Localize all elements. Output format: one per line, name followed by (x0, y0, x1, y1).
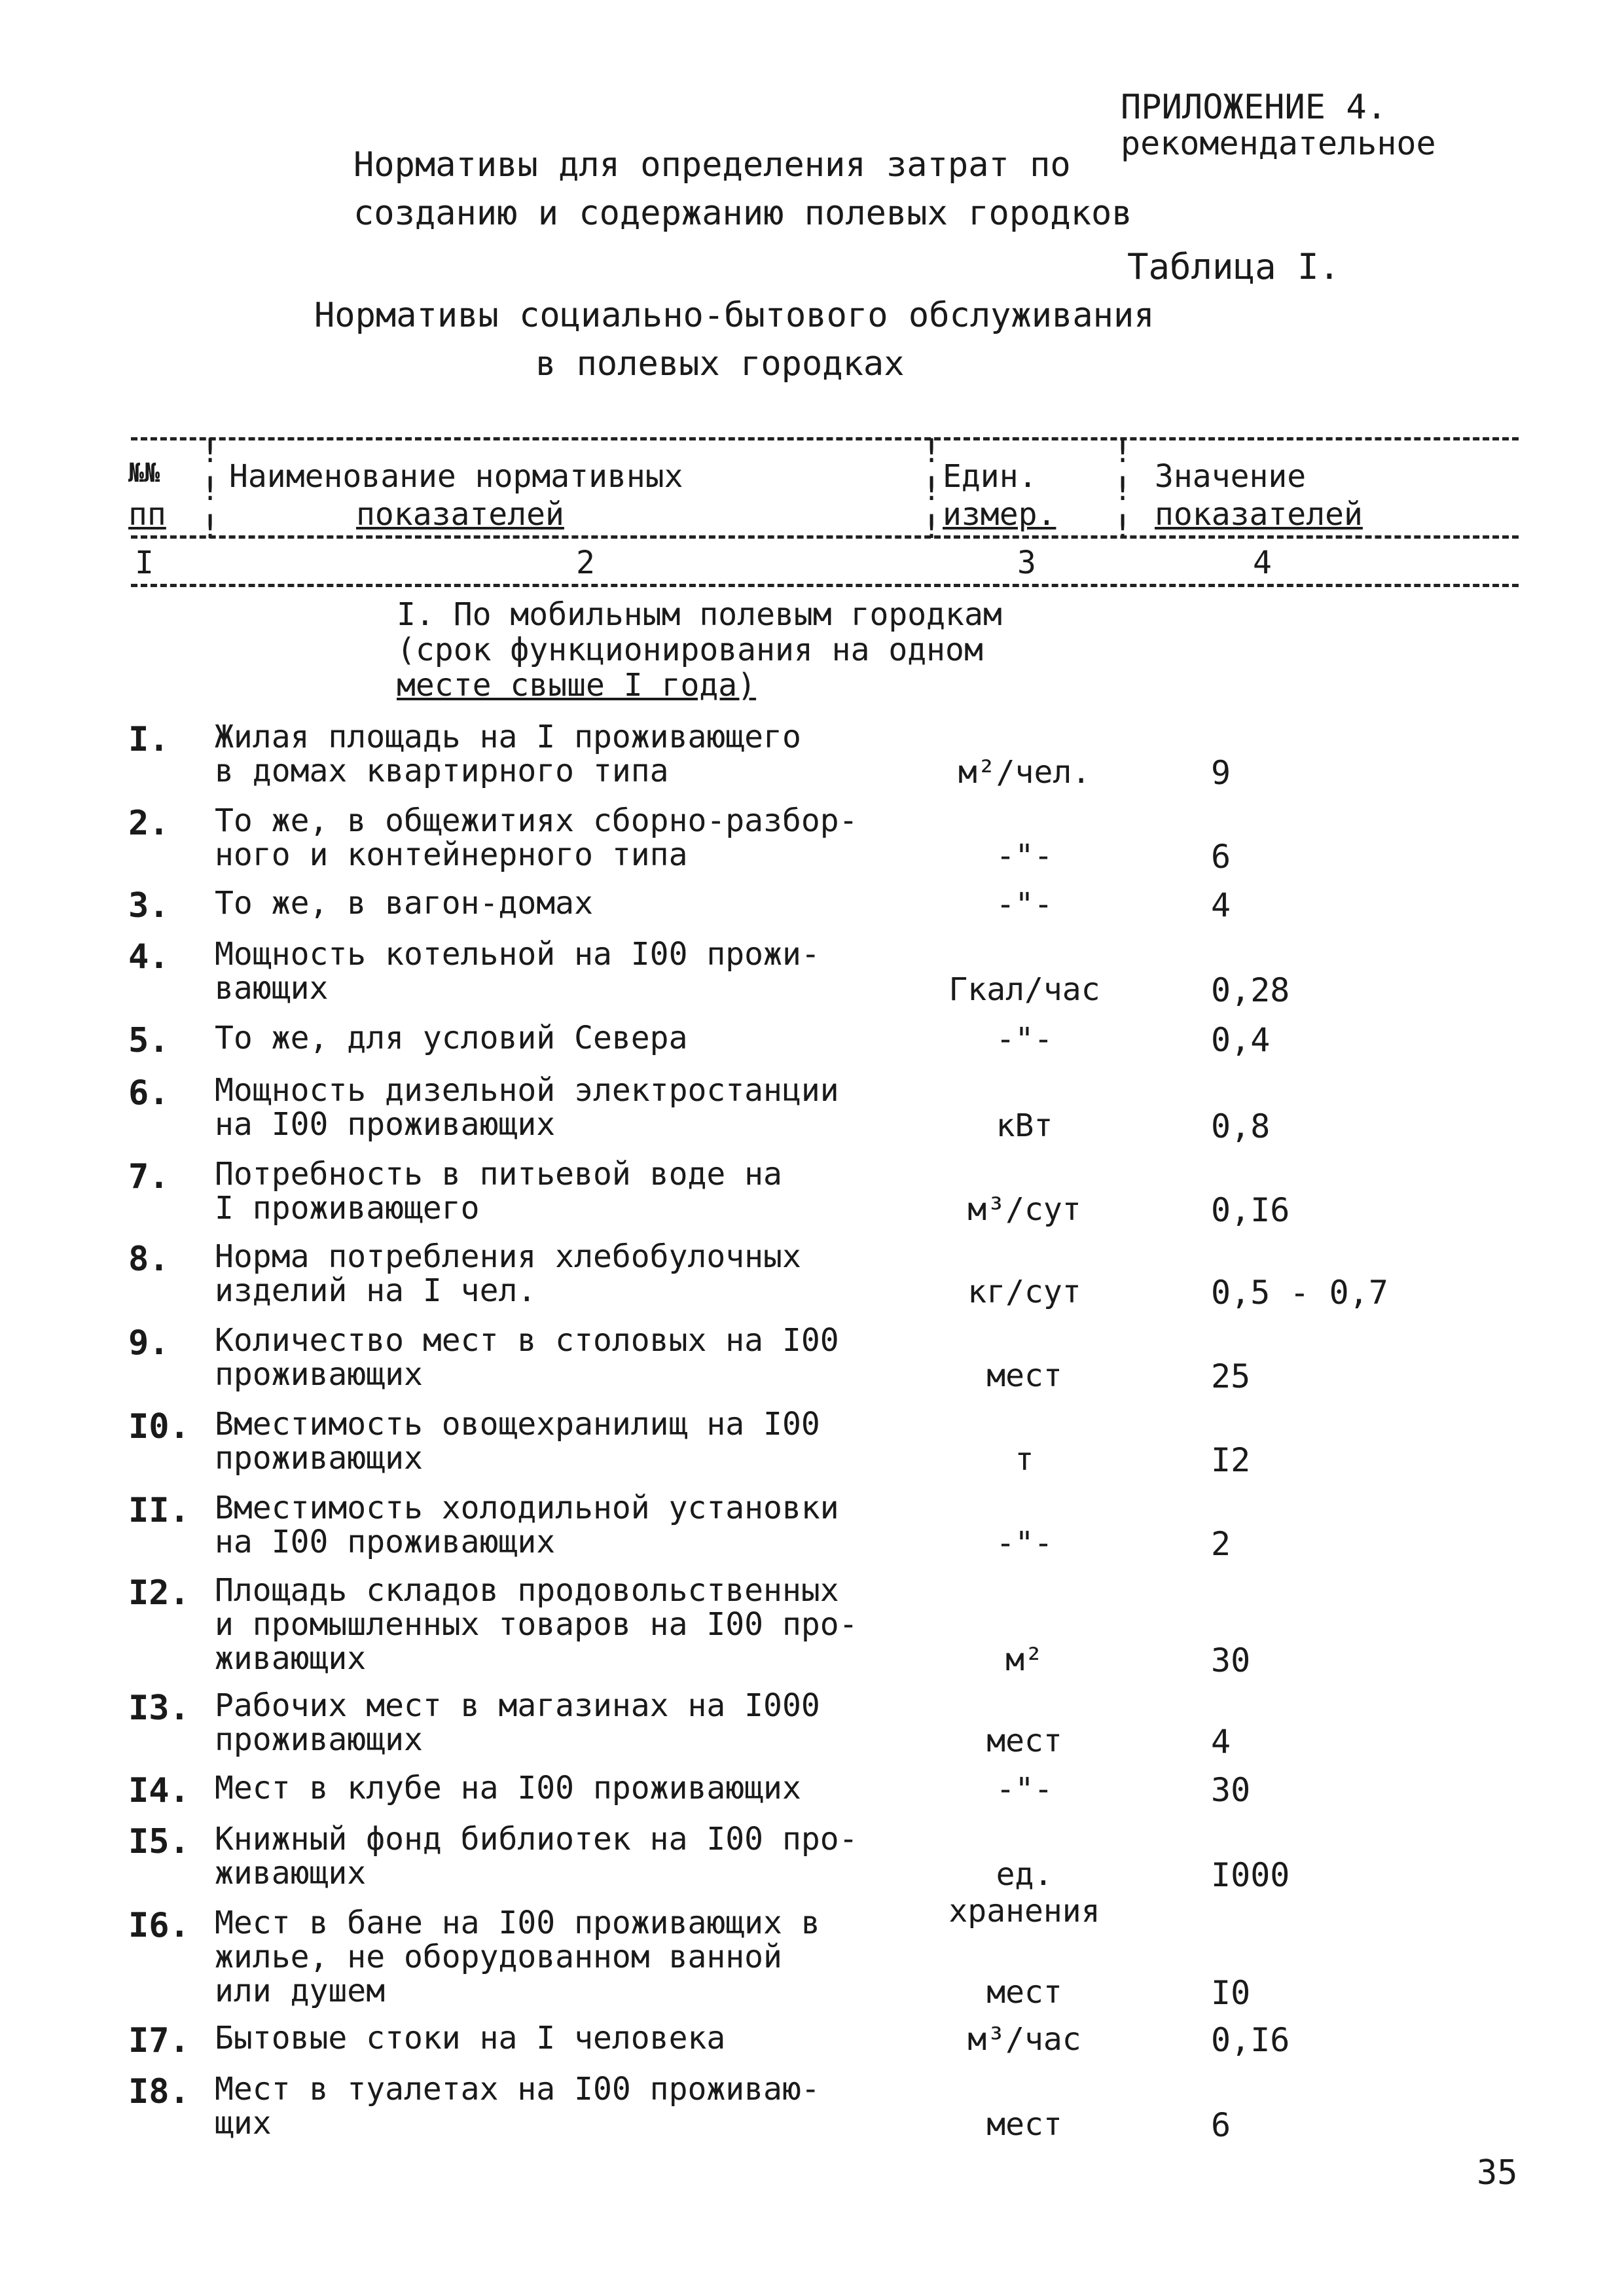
row-value: 6 (1211, 2106, 1231, 2144)
row-unit: мест (986, 1974, 1062, 2011)
row-unit: мест (986, 2106, 1062, 2143)
row-name-line: живающих (215, 1855, 367, 1892)
row-unit: -"- (996, 1771, 1053, 1808)
row-unit: -"- (996, 838, 1053, 874)
row-number: 9. (128, 1323, 170, 1363)
row-name-line: или душем (215, 1973, 386, 2009)
row-number: I3. (128, 1689, 190, 1728)
header-mid-rule (131, 535, 1519, 539)
header-name-line2: показателей (356, 496, 564, 533)
row-unit: м²/чел. (958, 754, 1091, 791)
row-number: I7. (128, 2021, 190, 2060)
row-number: I6. (128, 1906, 190, 1945)
row-value: 0,28 (1211, 971, 1290, 1009)
header-unit-line2: измер. (943, 496, 1056, 533)
header-name-line1: Наименование нормативных (229, 458, 683, 495)
row-unit: ед. хранения (948, 1856, 1100, 1929)
row-name (215, 1323, 922, 1391)
col-number-2: 2 (576, 545, 595, 581)
row-name-line: вающих (215, 970, 329, 1007)
row-name-line: Количество мест в столовых на I00 (215, 1322, 839, 1359)
row-name (215, 1407, 922, 1475)
row-number: 6. (128, 1073, 170, 1113)
appendix-label: ПРИЛОЖЕНИЕ 4. (1121, 88, 1387, 127)
row-name-line: Вместимость холодильной установки (215, 1490, 839, 1526)
col-number-1: I (135, 545, 154, 581)
row-name (215, 1573, 922, 1676)
row-name-line: живающих (215, 1640, 367, 1677)
row-unit: -"- (996, 1021, 1053, 1058)
col-number-3: 3 (1017, 545, 1036, 581)
row-name-line: Мест в туалетах на I00 проживаю- (215, 2071, 820, 2108)
row-name-line: проживающих (215, 1440, 423, 1477)
row-number: 4. (128, 937, 170, 977)
row-unit: м² (1005, 1641, 1043, 1678)
row-name-line: проживающих (215, 1721, 423, 1758)
row-name (215, 2072, 922, 2140)
row-name-line: I проживающего (215, 1190, 480, 1227)
row-value: 4 (1211, 1723, 1231, 1761)
row-value: 2 (1211, 1525, 1231, 1563)
row-unit: т (1015, 1441, 1034, 1478)
col-number-4: 4 (1253, 545, 1272, 581)
row-name (215, 937, 922, 1005)
table-top-rule (131, 437, 1519, 440)
row-name (215, 2021, 922, 2055)
page-title-line2: созданию и содержанию полевых городков (353, 194, 1132, 233)
row-unit: Гкал/час (948, 971, 1100, 1008)
row-name-line: жилье, не оборудованном ванной (215, 1939, 782, 1975)
page-title-line1: Нормативы для определения затрат по (353, 145, 1071, 185)
row-name-line: То же, в общежитиях сборно-разбор- (215, 802, 858, 839)
row-name (215, 1771, 922, 1805)
row-value: I2 (1211, 1441, 1251, 1479)
row-name (215, 1689, 922, 1757)
row-number: I0. (128, 1407, 190, 1446)
row-name-line: щих (215, 2105, 272, 2142)
row-value: 0,8 (1211, 1107, 1271, 1145)
header-num-line2: пп (128, 496, 166, 533)
row-value: 4 (1211, 886, 1231, 924)
header-bottom-rule (131, 584, 1519, 587)
header-separator: ! ! ! (1113, 432, 1133, 546)
row-number: I4. (128, 1771, 190, 1810)
row-unit: мест (986, 1357, 1062, 1394)
row-name-line: Потребность в питьевой воде на (215, 1156, 782, 1193)
row-number: 8. (128, 1240, 170, 1279)
row-number: I8. (128, 2072, 190, 2111)
row-number: I5. (128, 1822, 190, 1861)
row-name (215, 1822, 922, 1890)
row-name-line: Мощность дизельной электростанции (215, 1072, 839, 1109)
row-unit: м³/сут (967, 1191, 1081, 1228)
row-name (215, 1491, 922, 1559)
row-name-line: Вместимость овощехранилищ на I00 (215, 1406, 820, 1443)
row-name (215, 1240, 922, 1308)
header-value-line2: показателей (1155, 496, 1363, 533)
row-unit: -"- (996, 886, 1053, 923)
row-number: 3. (128, 886, 170, 925)
row-unit: кг/сут (967, 1274, 1081, 1310)
row-name (215, 886, 922, 920)
row-value: 0,4 (1211, 1021, 1271, 1059)
row-value: 6 (1211, 838, 1231, 876)
header-value-line1: Значение (1155, 458, 1307, 495)
row-unit: кВт (996, 1107, 1053, 1144)
row-value: 30 (1211, 1641, 1251, 1679)
row-name (215, 1073, 922, 1141)
row-name-line: Мощность котельной на I00 прожи- (215, 936, 820, 973)
row-name (215, 720, 922, 788)
row-value: I0 (1211, 1974, 1251, 2012)
section-heading: I. По мобильным полевым городкам (срок функционирования на одном месте свыше I года) (397, 596, 1002, 704)
row-value: 0,I6 (1211, 1191, 1290, 1229)
row-name (215, 1021, 922, 1055)
table-title-line2: в полевых городках (535, 344, 905, 384)
row-name-line: и промышленных товаров на I00 про- (215, 1606, 858, 1643)
row-name-line: Норма потребления хлебобулочных (215, 1238, 801, 1275)
table-title-line1: Нормативы социально-бытового обслуживания (314, 296, 1155, 335)
row-number: 7. (128, 1157, 170, 1196)
row-number: 2. (128, 804, 170, 843)
row-unit: м³/час (967, 2021, 1081, 2058)
row-unit: -"- (996, 1525, 1053, 1562)
row-name-line: Книжный фонд библиотек на I00 про- (215, 1821, 858, 1857)
row-number: II. (128, 1491, 190, 1530)
row-name (215, 1906, 922, 2008)
row-name-line: Рабочих мест в магазинах на I000 (215, 1687, 820, 1724)
row-name (215, 804, 922, 872)
appendix-type: рекомендательное (1121, 124, 1436, 162)
row-name-line: Мест в клубе на I00 проживающих (215, 1770, 801, 1806)
row-name-line: проживающих (215, 1356, 423, 1393)
header-separator: ! ! ! (200, 432, 221, 546)
row-name-line: То же, для условий Севера (215, 1020, 688, 1056)
row-name-line: в домах квартирного типа (215, 753, 669, 789)
row-name-line: изделий на I чел. (215, 1272, 537, 1309)
page-number: 35 (1477, 2153, 1518, 2193)
row-value: 30 (1211, 1771, 1251, 1809)
row-name-line: на I00 проживающих (215, 1106, 556, 1143)
row-name-line: Бытовые стоки на I человека (215, 2020, 726, 2056)
table-number: Таблица I. (1127, 246, 1341, 287)
row-value: 25 (1211, 1357, 1251, 1395)
row-value: 0,I6 (1211, 2021, 1290, 2059)
row-value: 9 (1211, 754, 1231, 792)
header-separator: ! ! ! (922, 432, 942, 546)
row-number: I2. (128, 1573, 190, 1613)
row-name (215, 1157, 922, 1225)
row-value: 0,5 - 0,7 (1211, 1274, 1388, 1312)
row-name-line: ного и контейнерного типа (215, 836, 688, 873)
row-number: 5. (128, 1021, 170, 1060)
row-name-line: То же, в вагон-домах (215, 885, 593, 922)
row-name-line: Площадь складов продовольственных (215, 1572, 839, 1609)
row-unit: мест (986, 1723, 1062, 1759)
row-name-line: Мест в бане на I00 проживающих в (215, 1905, 820, 1941)
row-number: I. (128, 720, 170, 759)
row-value: I000 (1211, 1856, 1290, 1894)
row-name-line: на I00 проживающих (215, 1524, 556, 1560)
header-unit-line1: Един. (943, 458, 1038, 495)
row-name-line: Жилая площадь на I проживающего (215, 719, 801, 755)
header-num-line1: №№ (128, 458, 160, 488)
